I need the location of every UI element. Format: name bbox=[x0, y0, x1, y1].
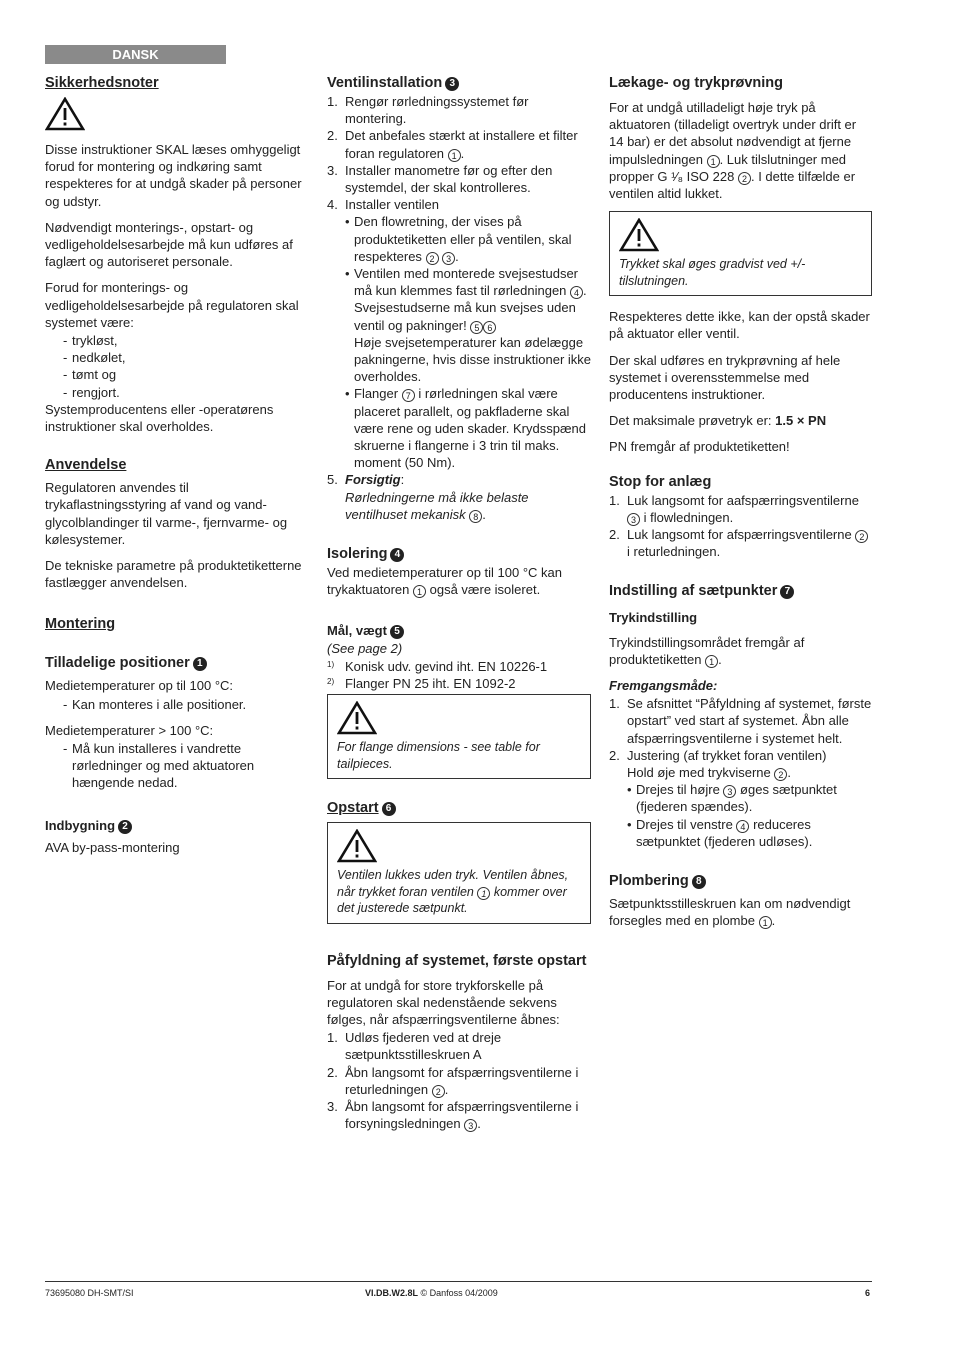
list-item: 2. Det anbefales stærkt at installere et filter foran regulatoren 1 . bbox=[327, 128, 578, 161]
figure-badge: 1 bbox=[193, 657, 207, 671]
figure-badge: 4 bbox=[390, 548, 404, 562]
heading-indbygning: Indbygning 2 bbox=[45, 816, 307, 835]
list-item: - Må kun installeres i vandrette rørledninger og med aktuatoren hængende nedad. bbox=[63, 740, 307, 792]
list-item: 5. Forsigtig: Rørledningerne må ikke belaste ventilhuset mekanisk 8 . bbox=[327, 472, 529, 522]
paragraph: Medietemperaturer op til 100 °C: bbox=[45, 678, 234, 694]
paragraph: PN fremgår af produktetiketten! bbox=[609, 439, 790, 455]
list-item: - trykløst, bbox=[63, 332, 307, 349]
figure-badge: 2 bbox=[118, 820, 132, 834]
paragraph: Systemproducentens eller -operatørens instruktioner skal overholdes. bbox=[45, 401, 274, 435]
heading-stop: Stop for anlæg bbox=[609, 473, 712, 490]
figure-badge: 3 bbox=[445, 77, 459, 91]
warning-box bbox=[609, 211, 872, 296]
page-number: 6 bbox=[865, 1288, 871, 1298]
list-item: 1. Luk langsomt for aafspærringsventilerne 3 i flowledningen. bbox=[609, 492, 859, 525]
footnote-2: 2) Flanger PN 25 iht. EN 1092-2 bbox=[327, 675, 516, 691]
figure-badge: 8 bbox=[692, 875, 706, 889]
paragraph: De tekniske parametre på produktetiketterne fastlægger anvendelsen. bbox=[45, 558, 302, 591]
figure-badge: 5 bbox=[390, 625, 404, 639]
warning-text: Ventilen lukkes uden tryk. Ventilen åbnes, når trykket foran ventilen 1 kommer over det justerede sætpunkt. bbox=[337, 868, 569, 916]
column-1 bbox=[45, 74, 307, 865]
heading-isolering: Isolering 4 bbox=[327, 545, 591, 564]
paragraph: For at undgå utilladeligt høje tryk på aktuatoren (tilladeligt overtryk under drift er 14 bar) er det absolut nødvendigt at fjerne impulsledningen 1 . Luk tilslutninger med propper G ¹⁄₈ ISO 228 2 . I dette tilfælde er ventilen altid lukket. bbox=[609, 100, 857, 202]
list-item: - nedkølet, bbox=[63, 349, 307, 366]
warning-box bbox=[327, 822, 591, 924]
language-tab: DANSK bbox=[45, 45, 226, 64]
list-item: 2. Luk langsomt for afspærringsventilerne 2 i returledningen. bbox=[609, 526, 872, 560]
warning-icon bbox=[45, 97, 85, 131]
paragraph: Trykindstillingsområdet fremgår af produktetiketten 1 . bbox=[609, 634, 805, 667]
column-2 bbox=[327, 74, 591, 1132]
column-3 bbox=[609, 74, 872, 939]
warning-box bbox=[327, 694, 591, 779]
list-item: 1. Rengør rørledningssystemet før montering. bbox=[327, 94, 529, 127]
condition-list bbox=[45, 332, 307, 401]
paragraph: Det maksimale prøvetryk er: 1.5 × PN bbox=[609, 413, 827, 429]
install-steps bbox=[327, 93, 591, 523]
footnote-1: 1) Konisk udv. gevind iht. EN 10226-1 bbox=[327, 658, 548, 674]
footer-code: VI.DB.W2.8L © Danfoss 04/2009 bbox=[365, 1288, 498, 1298]
figure-badge: 6 bbox=[382, 802, 396, 816]
heading-paafyldning: Påfyldning af systemet, første opstart bbox=[327, 952, 587, 969]
subheading-trykindstilling: Trykindstilling bbox=[609, 610, 698, 626]
warning-text: Trykket skal øges gradvist ved +/- tilslutningen. bbox=[619, 257, 806, 288]
paragraph: Medietemperaturer > 100 °C: bbox=[45, 722, 214, 738]
list-item: • Flanger 7 i rørledningen skal være placeret parallelt, og pakfladerne skal være rene og uden skader. Krydsspænd skruerne i flangerne i 3 trin til maks. moment (50 Nm). bbox=[345, 385, 591, 471]
heading-sikkerhedsnoter: Sikkerhedsnoter bbox=[45, 75, 159, 91]
fill-steps bbox=[327, 1029, 591, 1132]
heading-laekage: Lækage- og trykprøvning bbox=[609, 75, 784, 91]
list-item: • Drejes til højre 3 øges sætpunktet (fjederen spændes). bbox=[627, 781, 872, 815]
list-item: 2. Justering (af trykket foran ventilen) Hold øje med trykviserne 2 . • Drejes til højre 3 øges sætpunktet (fjederen spændes). • Drejes til venstre 4 reduceres sætpunktet (fjederen udløses). bbox=[609, 747, 872, 850]
list-item: • Drejes til venstre 4 reduceres sætpunktet (fjederen udløses). bbox=[627, 816, 872, 850]
heading-tilladelige-positioner: Tilladelige positioner 1 bbox=[45, 654, 307, 673]
footer-divider bbox=[45, 1281, 872, 1282]
paragraph: Der skal udføres en trykprøvning af hele systemet i overensstemmelse med producentens instruktioner. bbox=[609, 352, 841, 403]
heading-montering: Montering bbox=[45, 616, 116, 633]
heading-anvendelse: Anvendelse bbox=[45, 457, 127, 474]
paragraph: Regulatoren anvendes til trykaflastningsstyring af vand og vand-glycolblandinger til varme-, fjernvarme- og kølesystemer. bbox=[45, 480, 288, 547]
heading-maal-vaegt: Mål, vægt 5 bbox=[327, 621, 591, 640]
install-substeps bbox=[345, 213, 591, 471]
list-item: - Kan monteres i alle positioner. bbox=[63, 696, 307, 713]
paragraph: AVA by-pass-montering bbox=[45, 839, 180, 855]
subheading-fremgangsmaade: Fremgangsmåde: bbox=[609, 678, 718, 694]
see-page-note: (See page 2) bbox=[327, 641, 403, 657]
setpoint-substeps bbox=[627, 781, 872, 850]
paragraph: Disse instruktioner SKAL læses omhyggeligt forud for montering og indkøring samt respekteres for at undgå skader på personer og udstyr. bbox=[45, 142, 302, 209]
list-item: 4. Installer ventilen • Den flowretning, der vises på produktetiketten eller på ventilen, skal respekteres 2 3 . • Ventilen med monterede svejsestudser må kun klemmes fast til rørledningen 4 . Svejsestudserne må kun svejses uden ventil og pakninger! 5 6 Høje svejsetemperaturer kan ødelægge pakningerne, hvis disse instruktioner ikke overholdes. • Flanger 7 i rørledningen skal være placeret parallelt, og pakfladerne skal være rene og uden skader. Krydsspænd skruerne i flangerne i 3 trin til maks. moment (50 Nm). bbox=[327, 196, 591, 471]
position-list bbox=[45, 696, 307, 713]
footer-doc-number: 73695080 DH-SMT/SI bbox=[45, 1288, 134, 1298]
list-item: 1. Se afsnittet “Påfyldning af systemet, første opstart” ved start af systemet. Åbn alle afspærringsventilerne i systemet helt. bbox=[609, 696, 872, 746]
heading-opstart: Opstart 6 bbox=[327, 799, 591, 818]
list-item: • Ventilen med monterede svejsestudser må kun klemmes fast til rørledningen 4 . Svejsestudserne må kun svejses uden ventil og pakninger! 5 6 Høje svejsetemperaturer kan ødelægge pakningerne, hvis disse instruktioner ikke overholdes. bbox=[345, 265, 591, 385]
list-item: 1. Udløs fjederen ved at dreje sætpunktsstilleskruen A bbox=[327, 1030, 502, 1063]
list-item: - tømt og bbox=[63, 366, 307, 383]
figure-badge: 7 bbox=[780, 585, 794, 599]
paragraph: Sætpunktsstilleskruen kan om nødvendigt forsegles med en plombe 1 . bbox=[609, 896, 851, 929]
heading-saetpunkter: Indstilling af sætpunkter 7 bbox=[609, 582, 872, 601]
list-item: 3. Åbn langsomt for afspærringsventilerne i forsyningsledningen 3 . bbox=[327, 1099, 579, 1132]
list-item: • Den flowretning, der vises på produktetiketten eller på ventilen, skal respekteres 2 3 . bbox=[345, 213, 591, 265]
position-list bbox=[45, 740, 307, 792]
paragraph: Forud for monterings- og vedligeholdelsesarbejde på regulatoren skal systemet være: bbox=[45, 280, 299, 330]
paragraph: Respekteres dette ikke, kan der opstå skader på aktuator eller ventil. bbox=[609, 309, 870, 342]
paragraph: Ved medietemperaturer op til 100 °C kan trykaktuatoren 1 også være isoleret. bbox=[327, 565, 562, 598]
warning-icon bbox=[619, 218, 659, 252]
list-item: - rengjort. bbox=[63, 384, 307, 401]
warning-icon bbox=[337, 829, 377, 863]
heading-plombering: Plombering 8 bbox=[609, 872, 872, 891]
setpoint-steps bbox=[609, 695, 872, 850]
paragraph: For at undgå for store trykforskelle på regulatoren skal nedenstående sekvens følges, når afspærringsventilerne åbnes: bbox=[327, 977, 560, 1027]
heading-ventilinstallation: Ventilinstallation 3 bbox=[327, 74, 591, 93]
list-item: 3. Installer manometre før og efter den systemdel, der skal kontrolleres. bbox=[327, 162, 553, 196]
list-item: 2. Åbn langsomt for afspærringsventilerne i returledningen 2 . bbox=[327, 1064, 579, 1097]
warning-icon bbox=[337, 701, 377, 735]
warning-text: For flange dimensions - see table for tailpieces. bbox=[337, 740, 540, 771]
paragraph: Nødvendigt monterings-, opstart- og vedligeholdelsesarbejde må kun udføres af faglært og autoriseret personale. bbox=[45, 219, 293, 270]
stop-steps bbox=[609, 492, 872, 561]
